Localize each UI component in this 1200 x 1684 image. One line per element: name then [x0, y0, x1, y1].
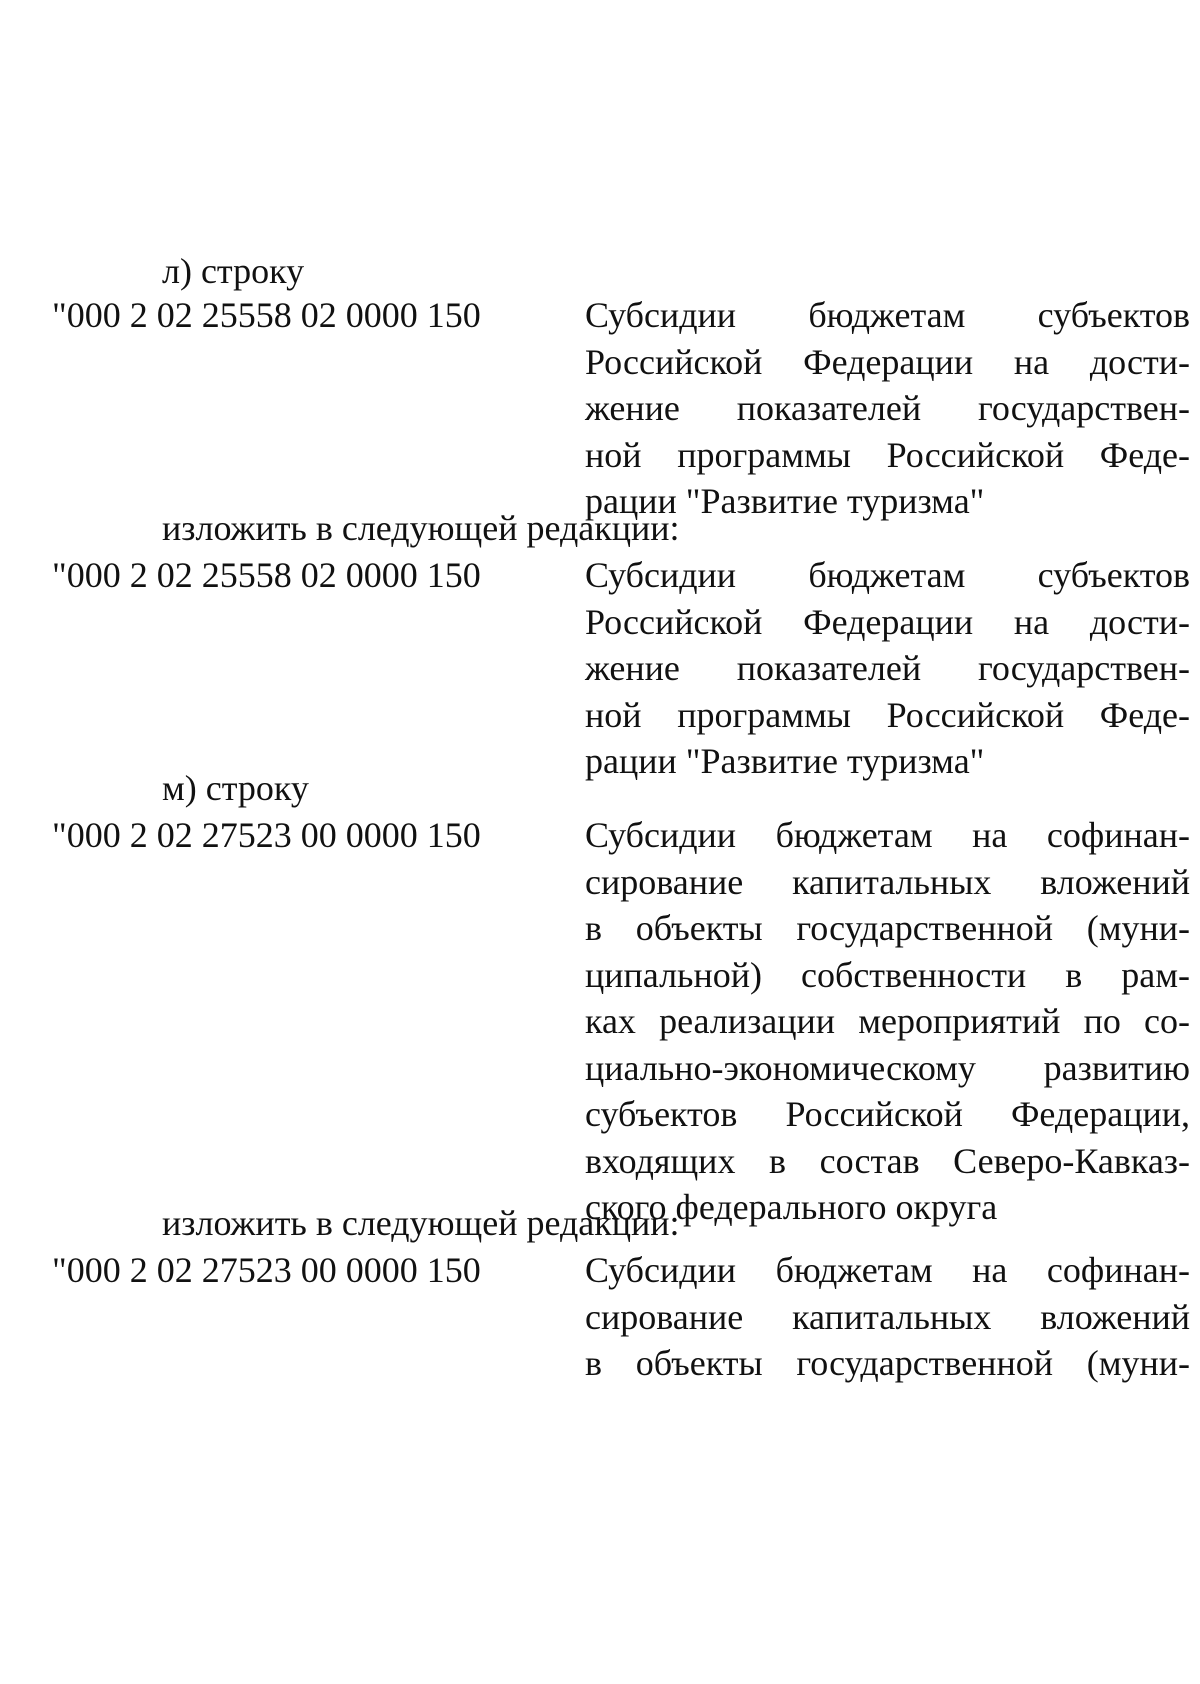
description-line: Субсидии бюджетам субъектов [585, 295, 1190, 335]
section-m-replace-label: изложить в следующей редакции: [162, 1203, 680, 1243]
description-line: жение показателей государствен- [585, 648, 1190, 688]
section-m-intro: м) строку [162, 768, 309, 808]
budget-description [585, 292, 1190, 525]
description-line: Субсидии бюджетам на софинан- [585, 815, 1190, 855]
budget-code: "000 2 02 25558 02 0000 150 [52, 555, 481, 595]
budget-code: "000 2 02 27523 00 0000 150 [52, 1250, 481, 1290]
description-line: сирование капитальных вложений [585, 861, 1190, 902]
budget-code: "000 2 02 25558 02 0000 150 [52, 295, 481, 335]
description-line: субъектов Российской Федерации, [585, 1094, 1190, 1134]
description-line: входящих в состав Северо-Кавказ- [585, 1140, 1190, 1181]
description-line: Российской Федерации на дости- [585, 601, 1190, 642]
budget-description [585, 552, 1190, 785]
description-line: ципальной) собственности в рам- [585, 954, 1190, 995]
description-line: сирование капитальных вложений [585, 1296, 1190, 1337]
description-line: ского федерального округа [585, 1187, 998, 1227]
budget-code: "000 2 02 27523 00 0000 150 [52, 815, 481, 855]
description-line: ной программы Российской Феде- [585, 694, 1190, 735]
description-line: рации "Развитие туризма" [585, 741, 985, 781]
section-l-replace-label: изложить в следующей редакции: [162, 508, 680, 548]
description-line: Субсидии бюджетам на софинан- [585, 1250, 1190, 1290]
description-line: ной программы Российской Феде- [585, 434, 1190, 475]
section-l-intro: л) строку [162, 251, 305, 291]
description-line: в объекты государственной (муни- [585, 1343, 1190, 1383]
description-line: в объекты государственной (муни- [585, 908, 1190, 948]
description-line: жение показателей государствен- [585, 388, 1190, 428]
description-line: рации "Развитие туризма" [585, 481, 985, 521]
budget-description [585, 1247, 1190, 1387]
description-line: циально-экономическому развитию [585, 1047, 1190, 1088]
budget-description [585, 812, 1190, 1231]
description-line: ках реализации мероприятий по со- [585, 1001, 1190, 1041]
description-line: Российской Федерации на дости- [585, 341, 1190, 382]
description-line: Субсидии бюджетам субъектов [585, 555, 1190, 595]
